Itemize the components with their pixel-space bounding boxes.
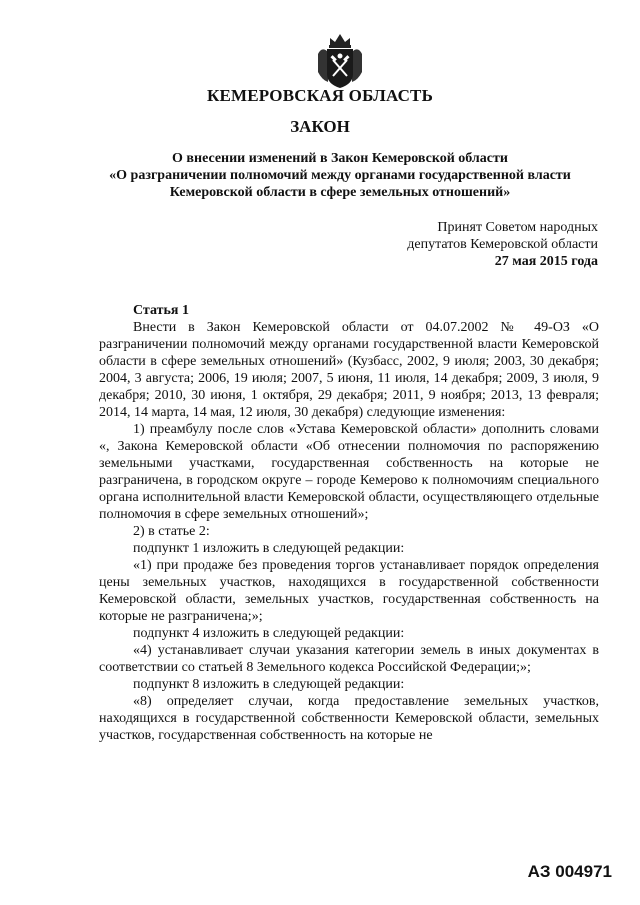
paragraph: «8) определяет случаи, когда предоставление земельных участков, находящихся в государственной собственности Кемеровской области, земельных участков, государственная собственность на которые не xyxy=(99,694,599,743)
law-title-line: «О разграничении полномочий между органами государственной власти xyxy=(109,168,571,183)
paragraph: «1) при продаже без проведения торгов устанавливает порядок определения цены земельных участков, находящихся в государственной собственности Кемеровской области, земельных участков, государственная собственность на которые не разграничена;»; xyxy=(99,558,599,624)
paragraph: подпункт 1 изложить в следующей редакции: xyxy=(133,541,405,556)
paragraph: 2) в статье 2: xyxy=(133,524,210,539)
adoption-date: 27 мая 2015 года xyxy=(494,254,598,269)
paragraph: подпункт 8 изложить в следующей редакции: xyxy=(133,677,405,692)
law-body xyxy=(99,302,599,744)
law-title-line: Кемеровской области в сфере земельных отношений» xyxy=(169,185,511,200)
coat-of-arms-icon xyxy=(316,32,364,90)
adoption-info xyxy=(407,219,598,270)
paragraph: 1) преамбулу после слов «Устава Кемеровской области» дополнить словами «, Закона Кемеровской области «Об отнесении полномочия по распоряжению земельными участками, государственная собственность на которые не разграничена, в городском округе – городе Кемерово к полномочиям специального органа исполнительной власти Кемеровской области, осуществляющего отдельные полномочия в сфере земельных отношений»; xyxy=(99,422,599,522)
region-name: КЕМЕРОВСКАЯ ОБЛАСТЬ xyxy=(206,86,434,105)
article-heading: Статья 1 xyxy=(133,303,189,318)
law-title xyxy=(60,150,620,201)
paragraph: Внести в Закон Кемеровской области от 04.07.2002 № 49-ОЗ «О разграничении полномочий между органами государственной власти Кемеровской области в сфере земельных отношений» (Кузбасс, 2002, 9 июля; 2003, 30 декабря; 2004, 3 августа; 2006, 19 июля; 2007, 5 июня, 11 июля, 14 декабря; 2009, 3 июля, 9 декабря; 2010, 30 июня, 1 октября, 29 декабря; 2011, 9 ноября; 2013, 13 февраля; 2014, 14 марта, 14 мая, 12 июля, 30 декабря) следующие изменения: xyxy=(99,320,599,420)
paragraph: подпункт 4 изложить в следующей редакции: xyxy=(133,626,405,641)
adoption-line: Принят Советом народных xyxy=(437,220,598,235)
paragraph: «4) устанавливает случаи указания категории земель в иных документах в соответствии со статьей 8 Земельного кодекса Российской Федерации;»; xyxy=(99,643,599,675)
serial-number: АЗ 004971 xyxy=(527,862,612,881)
adoption-line: депутатов Кемеровской области xyxy=(407,237,598,252)
document-type: ЗАКОН xyxy=(290,117,350,136)
law-title-line: О внесении изменений в Закон Кемеровской области xyxy=(172,151,508,166)
